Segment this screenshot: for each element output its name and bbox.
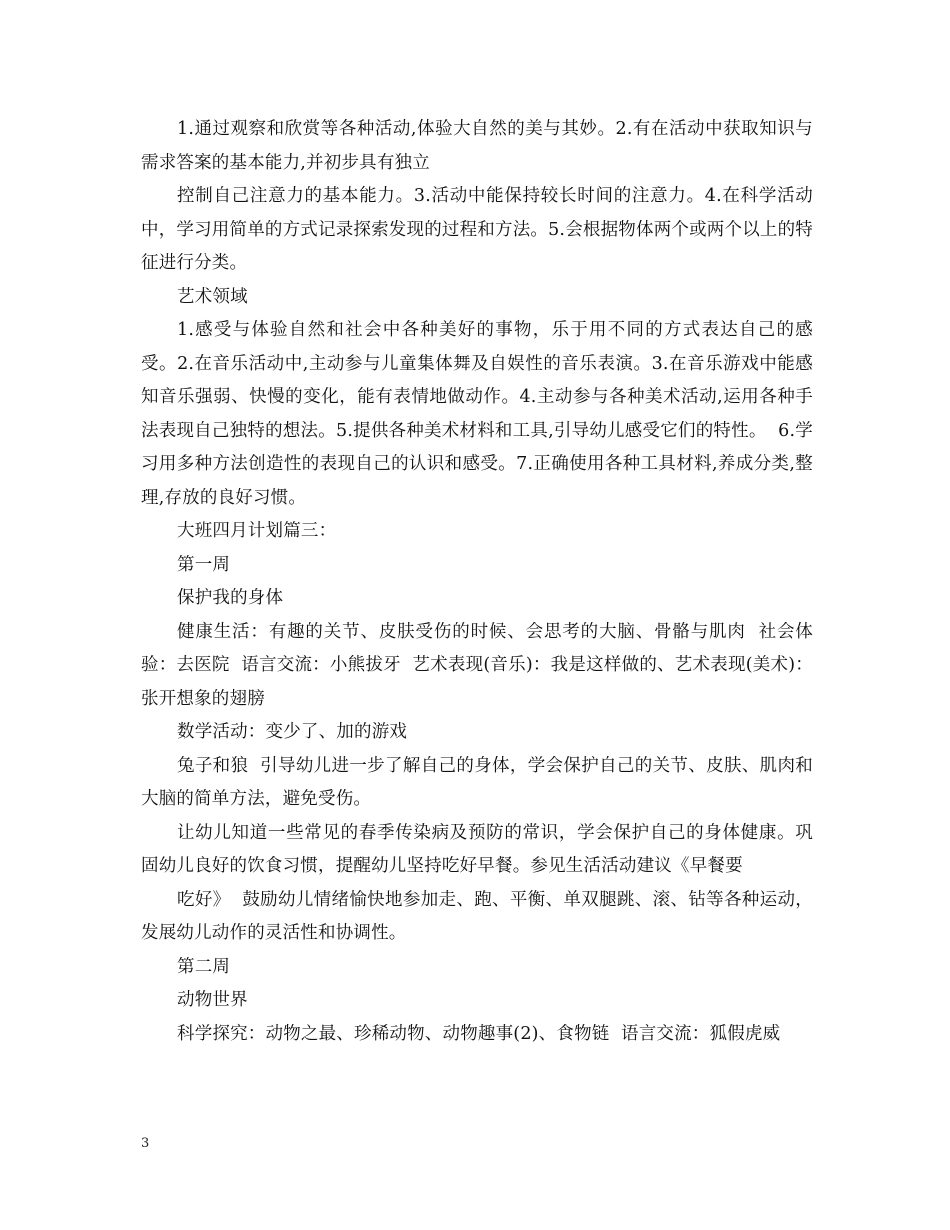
paragraph-exercise: 吃好》 鼓励幼儿情绪愉快地参加走、跑、平衡、单双腿跳、滚、钻等各种运动，发展幼儿动作的灵活性和协调性。 [141, 889, 813, 943]
heading-week-two: 第二周 [177, 956, 231, 977]
heading-art-domain: 艺术领域 [177, 286, 248, 307]
heading-animal-world: 动物世界 [177, 990, 248, 1010]
paragraph-math-activity: 数学活动：变少了、加的游戏 [177, 722, 408, 742]
document-body [141, 113, 813, 1051]
paragraph-health-knowledge: 让幼儿知道一些常见的春季传染病及预防的常识，学会保护自己的身体健康。巩固幼儿良好的饮食习惯，提醒幼儿坚持吃好早餐。参见生活活动建议《早餐要 [141, 822, 813, 876]
paragraph-week-one-activities: 健康生活：有趣的关节、皮肤受伤的时候、会思考的大脑、骨骼与肌肉 社会体验：去医院 语言交流：小熊拔牙 艺术表现(音乐)：我是这样做的、艺术表现(美术)：张开想象的翅膀 [141, 621, 813, 709]
paragraph-art-goals: 1.感受与体验自然和社会中各种美好的事物，乐于用不同的方式表达自己的感受。2.在音乐活动中,主动参与儿童集体舞及自娱性的音乐表演。3.在音乐游戏中能感知音乐强弱、快慢的变化，能有表情地做动作。4.主动参与各种美术活动,运用各种手法表现自己独特的想法。5.提供各种美术材料和工具,引导幼儿感受它们的特性。 6.学习用多种方法创造性的表现自己的认识和感受。7.正确使用各种工具材料,养成分类,整理,存放的良好习惯。 [141, 320, 813, 508]
paragraph-attention-goals: 控制自己注意力的基本能力。3.活动中能保持较长时间的注意力。4.在科学活动中，学习用简单的方式记录探索发现的过程和方法。5.会根据物体两个或两个以上的特征进行分类。 [141, 186, 813, 273]
page-number: 3 [141, 1136, 150, 1151]
heading-protect-body: 保护我的身体 [177, 588, 284, 608]
paragraph-rabbit-wolf: 兔子和狼 引导幼儿进一步了解自己的身体，学会保护自己的关节、皮肤、肌肉和大脑的简单方法，避免受伤。 [141, 755, 813, 809]
heading-week-one: 第一周 [177, 554, 231, 575]
paragraph-week-two-activities: 科学探究：动物之最、珍稀动物、动物趣事(2)、食物链 语言交流：狐假虎威 [177, 1023, 781, 1044]
heading-plan-part-three: 大班四月计划篇三： [177, 521, 337, 541]
paragraph-science-goals: 1.通过观察和欣赏等各种活动,体验大自然的美与其妙。2.有在活动中获取知识与需求答案的基本能力,并初步具有独立 [141, 119, 813, 173]
